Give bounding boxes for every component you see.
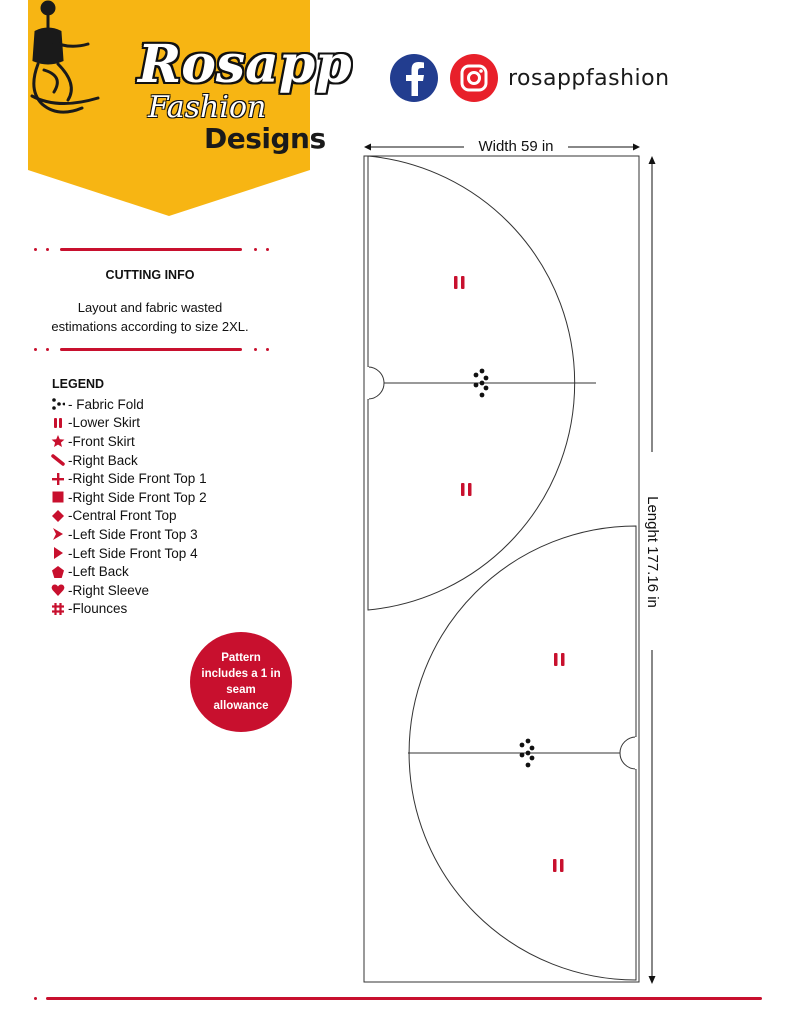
- legend-item-label: -Left Back: [68, 564, 129, 580]
- legend-item-label: -Right Back: [68, 452, 138, 468]
- social-links: [390, 54, 670, 102]
- description-line-2: estimations according to size 2XL.: [51, 319, 249, 334]
- legend-item-label: -Front Skirt: [68, 433, 135, 449]
- legend-item-label: -Flounces: [68, 601, 128, 617]
- chevron-right-icon: [50, 527, 66, 541]
- legend-item-label: -Right Side Front Top 1: [68, 471, 207, 487]
- legend-item-left-side-front-top-3: [50, 525, 207, 544]
- legend-item-label: - Fabric Fold: [68, 396, 144, 412]
- legend-item-fabric-fold: [50, 395, 207, 414]
- legend-item-label: -Central Front Top: [68, 508, 177, 524]
- legend-item-right-sleeve: [50, 581, 207, 600]
- footer-divider: [34, 997, 764, 1001]
- legend-item-front-skirt: [50, 432, 207, 451]
- legend-item-central-front-top: [50, 507, 207, 526]
- section-divider: [34, 248, 270, 252]
- mannequin-icon: [28, 0, 108, 120]
- section-divider: [34, 348, 270, 352]
- legend-item-label: -Right Sleeve: [68, 582, 150, 598]
- logo-designs-text: Designs: [204, 122, 326, 155]
- plus-icon: [50, 472, 66, 486]
- badge-text: [201, 650, 281, 714]
- square-icon: [50, 490, 66, 504]
- legend-item-left-back: [50, 562, 207, 581]
- length-label: Lenght 177.16 in: [644, 496, 662, 608]
- legend-item-right-side-front-top-2: [50, 488, 207, 507]
- lower-skirt-piece: [408, 526, 636, 980]
- badge-line-4: allowance: [213, 700, 269, 712]
- seam-allowance-badge: [190, 632, 292, 732]
- badge-line-2: includes a 1 in: [201, 668, 281, 680]
- legend-item-right-back: [50, 451, 207, 470]
- legend-item-label: -Lower Skirt: [68, 415, 141, 431]
- heart-icon: [50, 583, 66, 597]
- badge-line-1: Pattern: [221, 652, 261, 664]
- length-dimension: [644, 156, 661, 984]
- legend-item-label: -Left Side Front Top 4: [68, 545, 198, 561]
- legend-item-lower-skirt: [50, 414, 207, 433]
- cutting-info-description: [34, 298, 266, 336]
- hash-icon: [50, 602, 66, 616]
- legend-item-label: -Right Side Front Top 2: [68, 489, 207, 505]
- description-line-1: Layout and fabric wasted: [77, 300, 223, 315]
- brand-logo: [28, 0, 352, 216]
- star-icon: [50, 434, 66, 448]
- badge-line-3: seam: [226, 684, 256, 696]
- pentagon-icon: [50, 565, 66, 579]
- width-label: Width 59 in: [478, 137, 554, 155]
- legend-item-right-side-front-top-1: [50, 469, 207, 488]
- legend-item-flounces: [50, 600, 207, 619]
- facebook-icon[interactable]: [390, 54, 438, 102]
- logo-script-text: Rosapp: [138, 34, 352, 95]
- legend-list: [50, 395, 207, 618]
- triangle-right-icon: [50, 546, 66, 560]
- fabric-fold-icon: [50, 397, 66, 411]
- social-handle[interactable]: rosappfashion: [508, 65, 670, 91]
- diamond-cross-icon: [50, 509, 66, 523]
- fabric-layout-diagram: [356, 130, 676, 990]
- slash-icon: [50, 453, 66, 467]
- logo-fashion-text: Fashion: [148, 90, 267, 125]
- width-dimension: [364, 138, 640, 155]
- legend-title: LEGEND: [52, 377, 105, 391]
- cutting-info-title: CUTTING INFO: [105, 268, 195, 282]
- legend-item-left-side-front-top-4: [50, 544, 207, 563]
- legend-item-label: -Left Side Front Top 3: [68, 526, 198, 542]
- instagram-icon[interactable]: [450, 54, 498, 102]
- double-bar-icon: [50, 416, 66, 430]
